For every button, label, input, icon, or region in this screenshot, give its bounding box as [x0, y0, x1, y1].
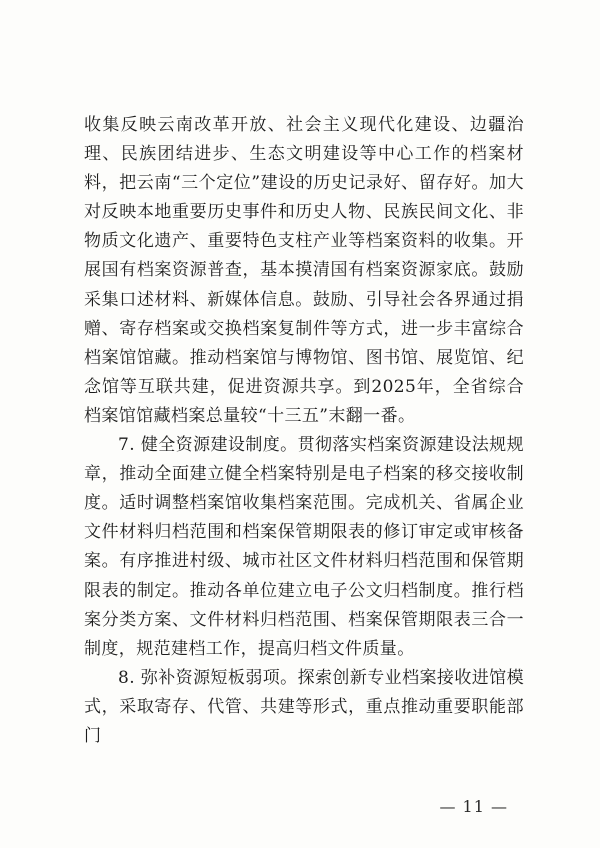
- paragraph-item-8: 8. 弥补资源短板弱项。探索创新专业档案接收进馆模式，采取寄存、代管、共建等形式，重点推动重要职能部门: [84, 667, 524, 746]
- paragraph-item-7: 7. 健全资源建设制度。贯彻落实档案资源建设法规规章，推动全面建立健全档案特别是电子档案的移交接收制度。适时调整档案馆收集档案范围。完成机关、省属企业文件材料归档范围和档案保管期限表的修订审定或审核备案。有序推进村级、城市社区文件材料归档范围和保管期限表的制定。推动各单位建立电子公文归档制度。推行档案分类方案、文件材料归档范围、档案保管期限表三合一制度，规范建档工作，提高归档文件质量。: [84, 435, 524, 659]
- body-text: [84, 111, 524, 751]
- paragraph-collection: 收集反映云南改革开放、社会主义现代化建设、边疆治理、民族团结进步、生态文明建设等中心工作的档案材料，把云南“三个定位”建设的历史记录好、留存好。加大对反映本地重要历史事件和历史人物、民族民间文化、非物质文化遗产、重要特色支柱产业等档案资料的收集。开展国有档案资源普查，基本摸清国有档案资源家底。鼓励采集口述材料、新媒体信息。鼓励、引导社会各界通过捐赠、寄存档案或交换档案复制件等方式，进一步丰富综合档案馆馆藏。推动档案馆与博物馆、图书馆、展览馆、纪念馆等互联共建，促进资源共享。到2025年，全省综合档案馆馆藏档案总量较“十三五”末翻一番。: [84, 115, 524, 426]
- page-number: — 11 —: [439, 797, 508, 816]
